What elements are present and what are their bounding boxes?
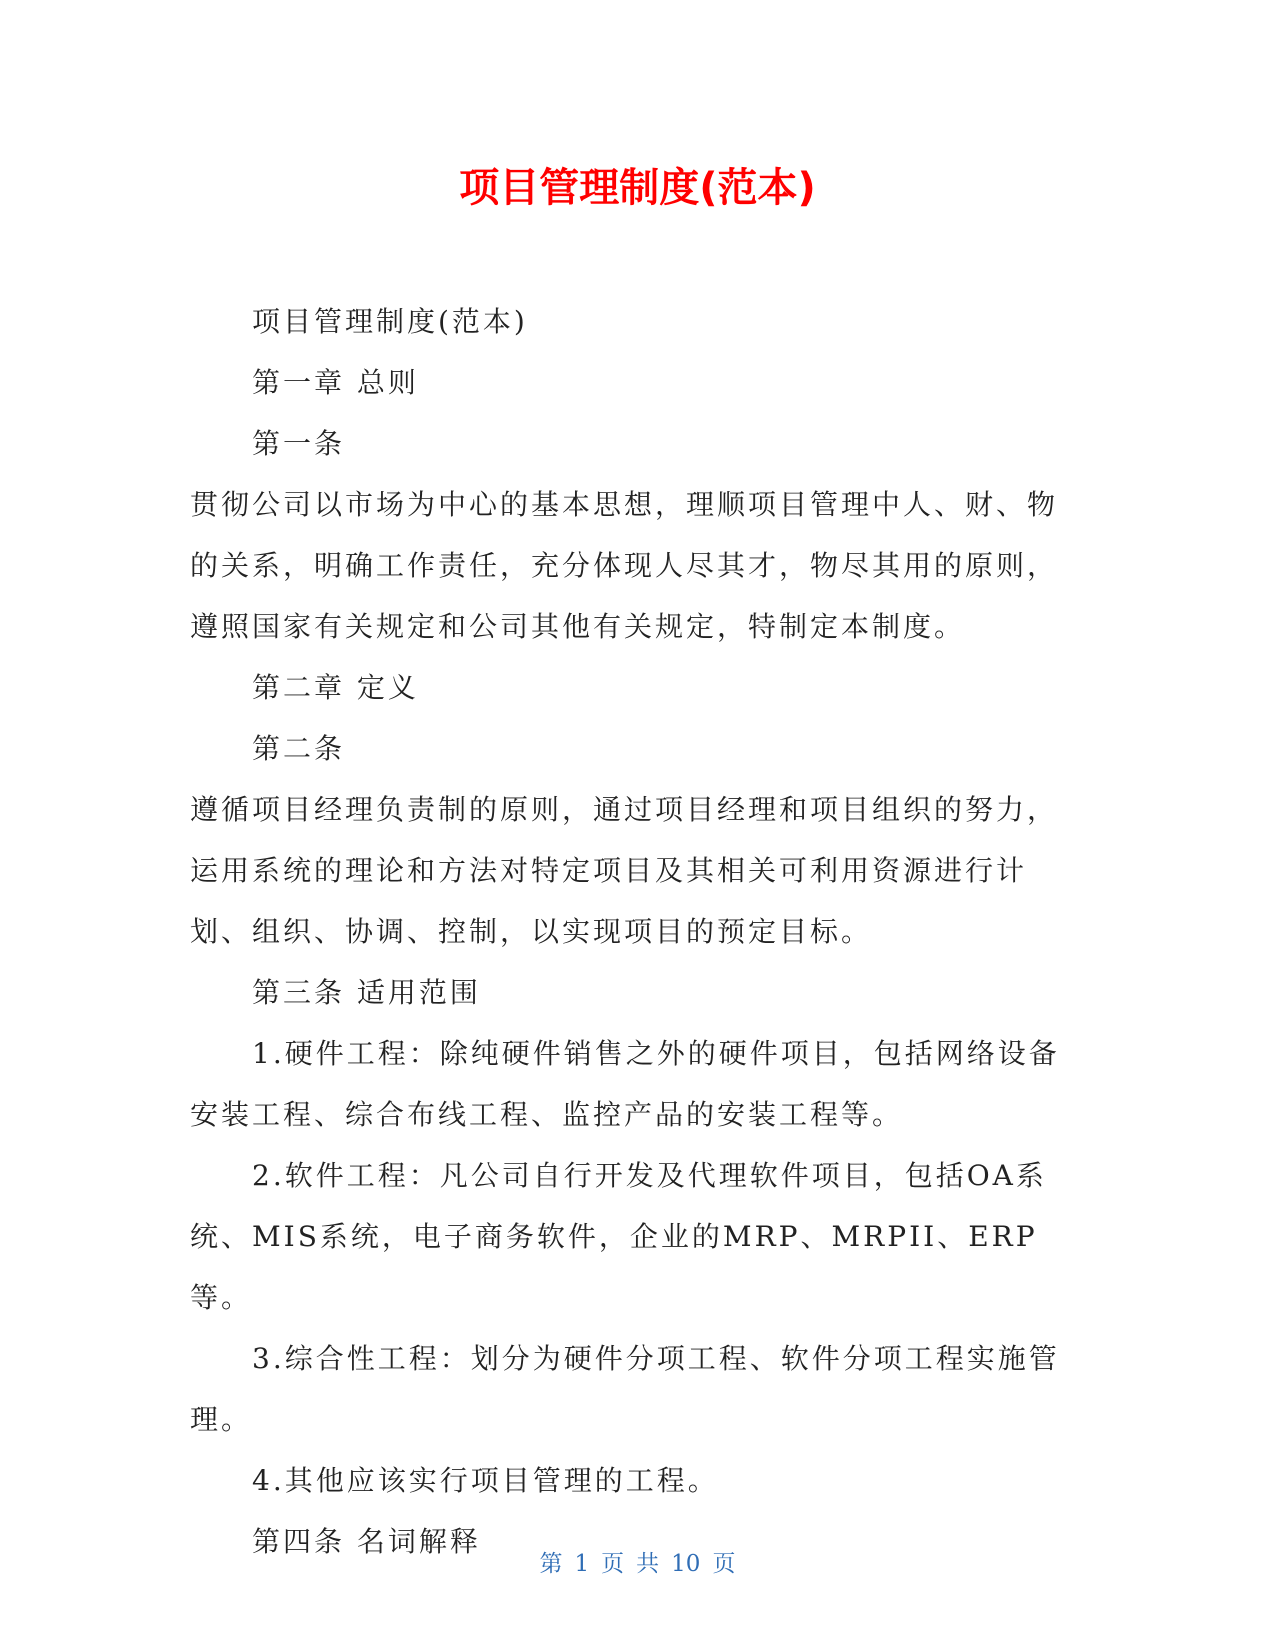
paragraph: 第四条 名词解释 [252, 1525, 481, 1558]
footer-page-label: 页 [601, 1551, 625, 1577]
paragraph: 第一章 总则 [252, 366, 419, 399]
paragraph: 4.其他应该实行项目管理的工程。 [252, 1464, 719, 1497]
paragraph: 第二条 [252, 732, 346, 765]
paragraph: 2.软件工程：凡公司自行开发及代理软件项目，包括OA系统、MIS系统，电子商务软件，企业的MRP、MRPII、ERP等。 [190, 1159, 1047, 1314]
paragraph: 项目管理制度(范本) [252, 305, 528, 338]
page-footer [0, 1545, 1275, 1578]
paragraph: 3.综合性工程：划分为硬件分项工程、软件分项工程实施管理。 [190, 1342, 1060, 1436]
paragraph: 第二章 定义 [252, 671, 419, 704]
paragraph: 遵循项目经理负责制的原则，通过项目经理和项目组织的努力，运用系统的理论和方法对特定项目及其相关可利用资源进行计划、组织、协调、控制，以实现项目的预定目标。 [190, 793, 1059, 948]
footer-page-number: 1 [574, 1551, 590, 1577]
document-title: 项目管理制度(范本) [459, 165, 816, 211]
footer-prefix: 第 [539, 1551, 563, 1577]
paragraph: 贯彻公司以市场为中心的基本思想，理顺项目管理中人、财、物的关系，明确工作责任，充分体现人尽其才，物尽其用的原则，遵照国家有关规定和公司其他有关规定，特制定本制度。 [190, 488, 1059, 643]
footer-total-pages: 10 [671, 1551, 701, 1577]
footer-total-label: 共 [636, 1551, 660, 1577]
paragraph: 第三条 适用范围 [252, 976, 481, 1009]
paragraph: 第一条 [252, 427, 346, 460]
paragraph: 1.硬件工程：除纯硬件销售之外的硬件项目，包括网络设备安装工程、综合布线工程、监控产品的安装工程等。 [190, 1037, 1060, 1131]
document-body [190, 291, 1070, 1572]
footer-suffix: 页 [712, 1551, 736, 1577]
